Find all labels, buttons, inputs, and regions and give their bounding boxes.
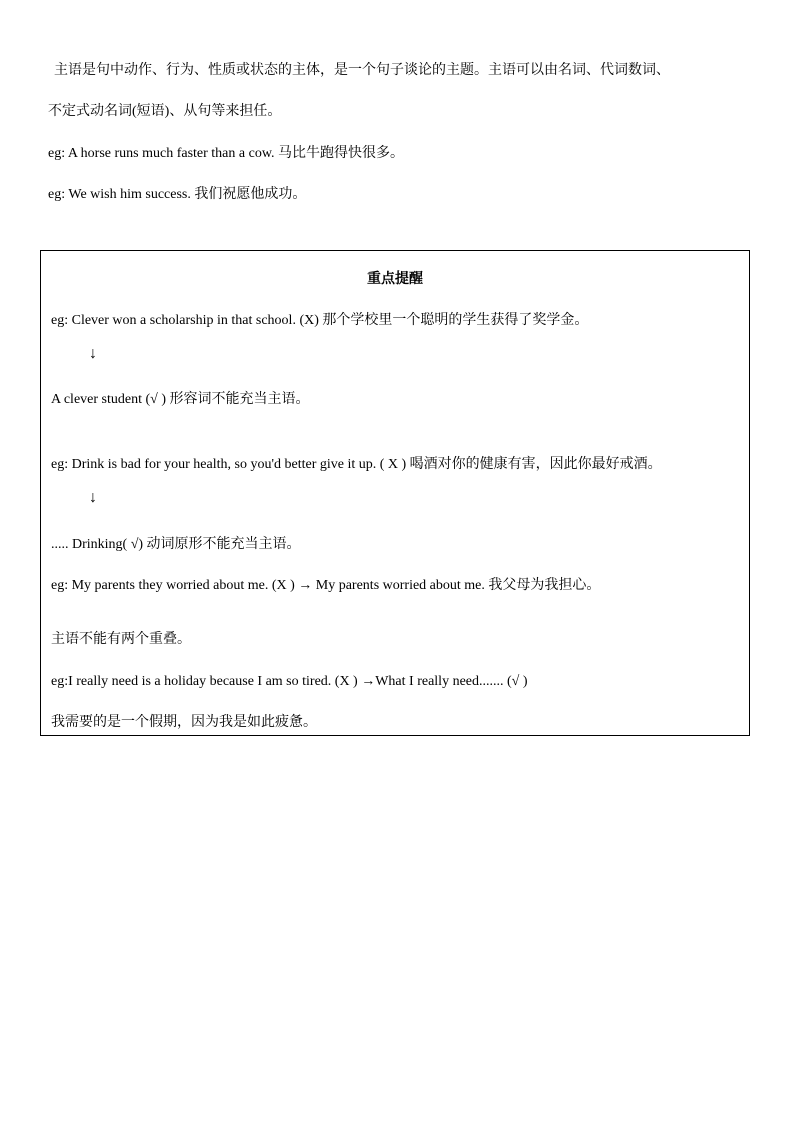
box-line-3: eg: Drink is bad for your health, so you'd better give it up. ( X ) 喝酒对你的健康有害，因此你最好戒酒。: [51, 457, 662, 472]
box-line-8: 我需要的是一个假期，因为我是如此疲惫。: [51, 715, 317, 730]
intro-example-2: eg: We wish him success. 我们祝愿他成功。: [48, 187, 307, 202]
down-arrow-icon: ↓: [89, 345, 97, 362]
box-line-6: 主语不能有两个重叠。: [51, 632, 191, 647]
intro-example-1: eg: A horse runs much faster than a cow. 马比牛跑得快很多。: [48, 146, 405, 161]
box-line-2: A clever student (√ ) 形容词不能充当主语。: [51, 392, 310, 407]
box-title: 重点提醒: [367, 272, 423, 287]
key-reminder-box: [40, 250, 750, 736]
box-line-5: eg: My parents they worried about me. (X ) → My parents worried about me. 我父母为我担心。: [51, 578, 601, 593]
down-arrow-icon: ↓: [89, 489, 97, 506]
box-line-1: eg: Clever won a scholarship in that school. (X) 那个学校里一个聪明的学生获得了奖学金。: [51, 313, 589, 328]
intro-line-1: 主语是句中动作、行为、性质或状态的主体，是一个句子谈论的主题。主语可以由名词、代词数词、: [54, 63, 670, 78]
intro-line-2: 不定式动名词(短语)、从句等来担任。: [48, 104, 282, 119]
box-line-4: ..... Drinking( √) 动词原形不能充当主语。: [51, 537, 301, 552]
box-line-7: eg:I really need is a holiday because I am so tired. (X ) →What I really need....... (√ ): [51, 674, 528, 689]
